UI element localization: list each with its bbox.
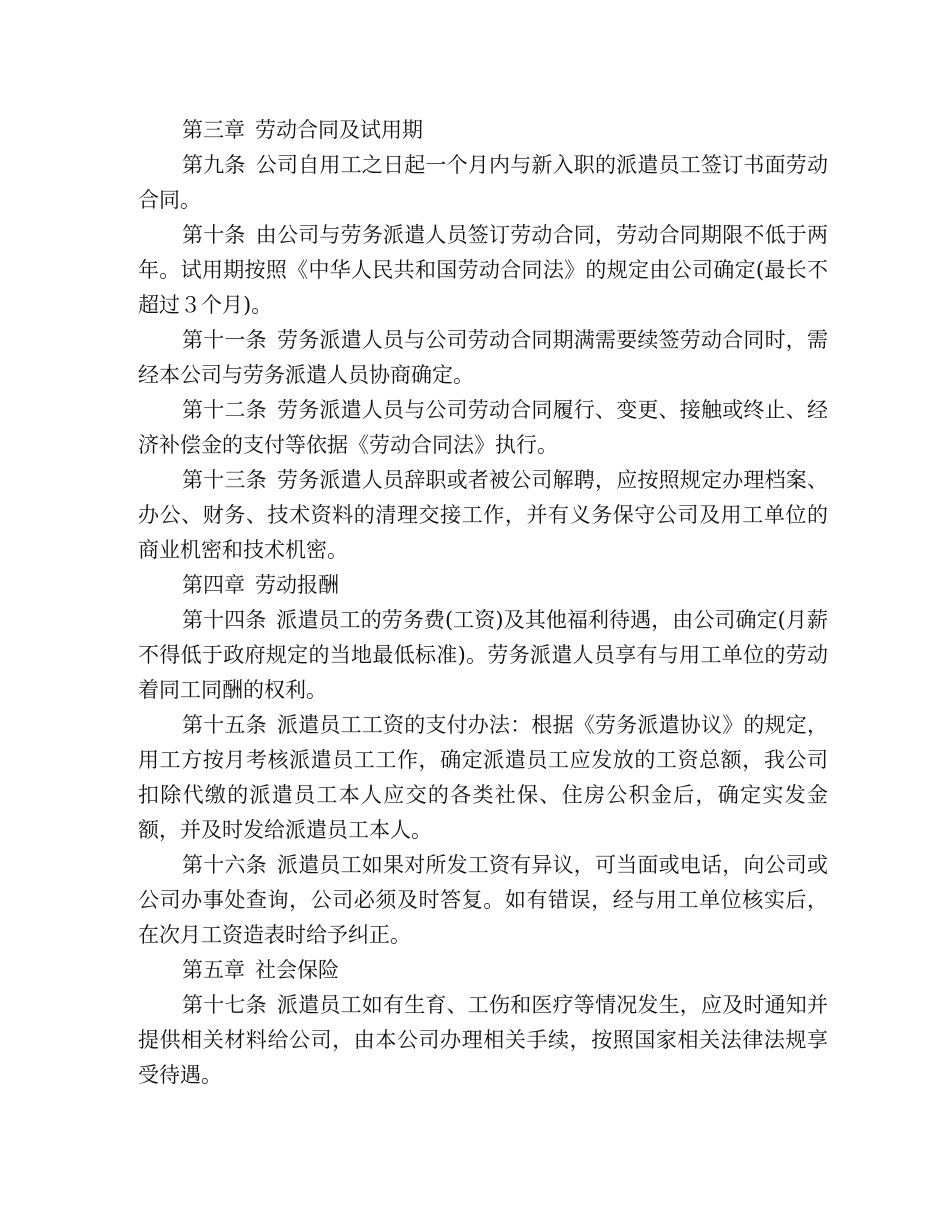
article-number: 第十七条 [182, 993, 267, 1017]
chapter-number: 第四章 [182, 573, 245, 597]
chapter-title: 社会保险 [255, 958, 339, 982]
article-text: 派遣员工工资的支付办法：根据《劳务派遣协议》的规定，用工方按月考核派遣员工工作，确定派遣员工应发放的工资总额，我公司扣除代缴的派遣员工本人应交的各类社保、住房公积金后，确定实发金额，并及时发给派遣员工本人。 [138, 713, 829, 842]
article-text: 派遣员工如果对所发工资有异议，可当面或电话，向公司或公司办事处查询，公司必须及时答复。如有错误，经与用工单位核实后，在次月工资造表时给予纠正。 [138, 853, 829, 947]
article-number: 第十二条 [182, 398, 267, 422]
chapter-5-heading [138, 953, 828, 988]
article-11 [138, 323, 828, 393]
chapter-title: 劳动合同及试用期 [255, 118, 423, 142]
article-number: 第十五条 [182, 713, 267, 737]
article-13 [138, 463, 828, 568]
chapter-3-heading [138, 113, 828, 148]
article-number: 第九条 [182, 153, 246, 177]
document-body [138, 113, 828, 1093]
article-16 [138, 848, 828, 953]
article-number: 第十四条 [182, 608, 267, 632]
chapter-4-heading [138, 568, 828, 603]
article-12 [138, 393, 828, 463]
chapter-number: 第五章 [182, 958, 245, 982]
article-15 [138, 708, 828, 848]
article-number: 第十六条 [182, 853, 267, 877]
article-number: 第十一条 [182, 328, 267, 352]
article-number: 第十条 [182, 223, 246, 247]
article-17 [138, 988, 828, 1093]
chapter-number: 第三章 [182, 118, 245, 142]
article-text: 公司自用工之日起一个月内与新入职的派遣员工签订书面劳动合同。 [138, 153, 829, 212]
article-14 [138, 603, 828, 708]
chapter-title: 劳动报酬 [255, 573, 339, 597]
article-text: 劳务派遣人员辞职或者被公司解聘，应按照规定办理档案、办公、财务、技术资料的清理交接工作，并有义务保守公司及用工单位的商业机密和技术机密。 [138, 468, 829, 562]
article-10 [138, 218, 828, 323]
article-text: 劳务派遣人员与公司劳动合同履行、变更、接触或终止、经济补偿金的支付等依据《劳动合同法》执行。 [138, 398, 829, 457]
article-text: 派遣员工如有生育、工伤和医疗等情况发生，应及时通知并提供相关材料给公司，由本公司办理相关手续，按照国家相关法律法规享受待遇。 [138, 993, 829, 1087]
article-number: 第十三条 [182, 468, 267, 492]
article-text: 劳务派遣人员与公司劳动合同期满需要续签劳动合同时，需经本公司与劳务派遣人员协商确定。 [138, 328, 829, 387]
article-text: 派遣员工的劳务费(工资)及其他福利待遇，由公司确定(月薪不得低于政府规定的当地最低标准)。劳务派遣人员享有与用工单位的劳动着同工同酬的权利。 [138, 608, 829, 702]
article-9 [138, 148, 828, 218]
article-text: 由公司与劳务派遣人员签订劳动合同，劳动合同期限不低于两年。试用期按照《中华人民共和国劳动合同法》的规定由公司确定(最长不超过３个月)。 [138, 223, 829, 317]
